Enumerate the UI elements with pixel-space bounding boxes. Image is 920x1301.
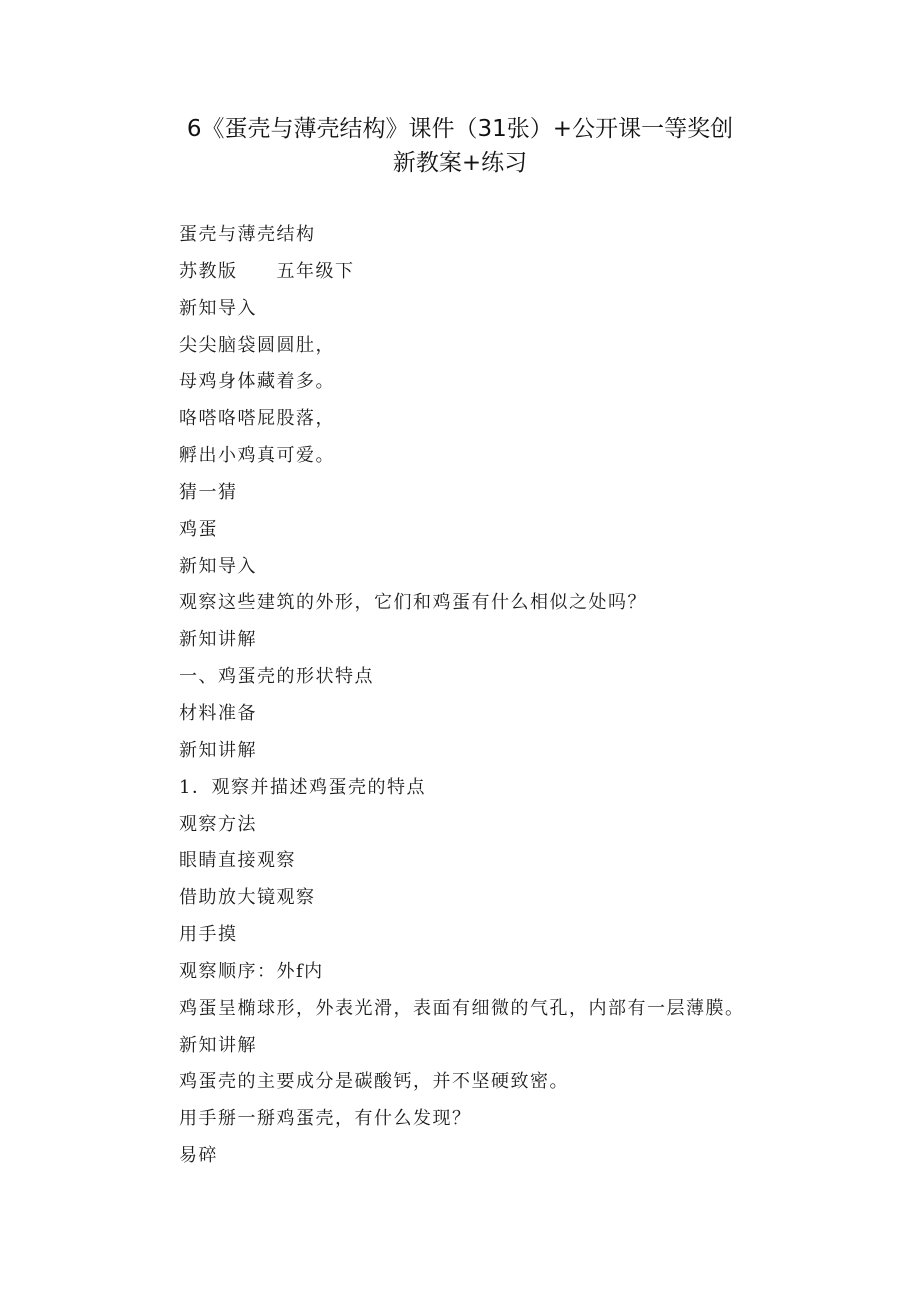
body-line: 鸡蛋 bbox=[179, 518, 218, 540]
body-line: 新知讲解 bbox=[179, 739, 257, 761]
body-line: 苏教版 五年级下 bbox=[179, 260, 355, 282]
title-line-1: 6《蛋壳与薄壳结构》课件（31张）+公开课一等奖创 bbox=[186, 116, 734, 142]
body-line: 新知导入 bbox=[179, 555, 257, 577]
body-line: 用手掰一掰鸡蛋壳，有什么发现？ bbox=[179, 1108, 472, 1130]
body-line: 借助放大镜观察 bbox=[179, 887, 316, 909]
document-body bbox=[179, 219, 799, 1177]
body-line: 1．观察并描述鸡蛋壳的特点 bbox=[179, 776, 426, 798]
body-line: 新知讲解 bbox=[179, 1034, 257, 1056]
body-line: 易碎 bbox=[179, 1145, 218, 1167]
body-line: 孵出小鸡真可爱。 bbox=[179, 445, 335, 467]
body-line: 母鸡身体藏着多。 bbox=[179, 371, 335, 393]
body-line: 新知讲解 bbox=[179, 629, 257, 651]
document-title bbox=[120, 112, 800, 180]
body-line: 观察方法 bbox=[179, 813, 257, 835]
body-line: 观察顺序：外f内 bbox=[179, 960, 324, 982]
body-line: 材料准备 bbox=[179, 702, 257, 724]
body-line: 观察这些建筑的外形，它们和鸡蛋有什么相似之处吗？ bbox=[179, 592, 647, 614]
body-line: 尖尖脑袋圆圆肚， bbox=[179, 334, 335, 356]
body-line: 新知导入 bbox=[179, 297, 257, 319]
body-line: 猜一猜 bbox=[179, 481, 238, 503]
body-line: 用手摸 bbox=[179, 924, 238, 946]
body-line: 鸡蛋呈椭球形，外表光滑，表面有细微的气孔，内部有一层薄膜。 bbox=[179, 997, 745, 1019]
title-line-2: 新教案+练习 bbox=[392, 150, 528, 176]
body-line: 眼睛直接观察 bbox=[179, 850, 296, 872]
body-line: 一、鸡蛋壳的形状特点 bbox=[179, 666, 374, 688]
body-line: 鸡蛋壳的主要成分是碳酸钙，并不坚硬致密。 bbox=[179, 1071, 569, 1093]
body-line: 蛋壳与薄壳结构 bbox=[179, 224, 316, 245]
body-line: 咯嗒咯嗒屁股落， bbox=[179, 408, 335, 430]
